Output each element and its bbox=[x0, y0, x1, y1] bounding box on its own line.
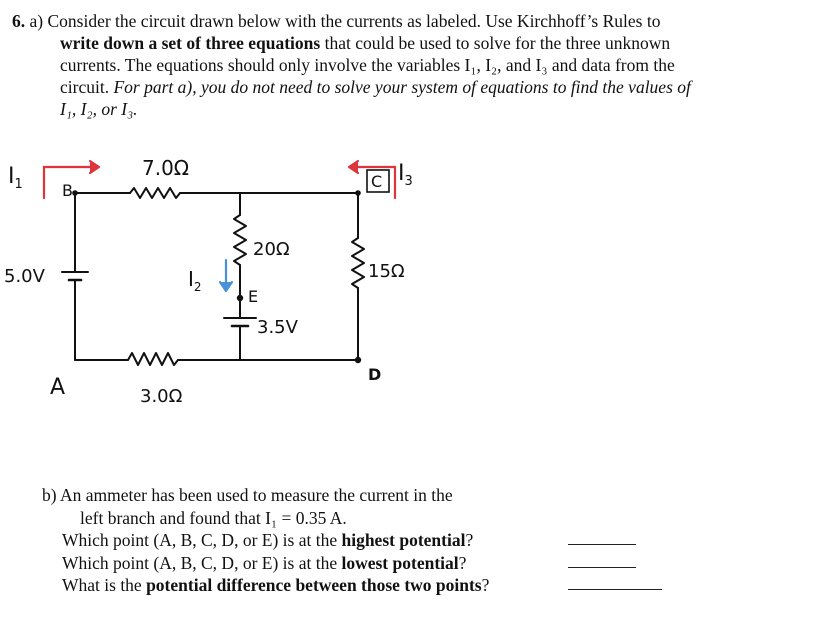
answer-blank-highest[interactable] bbox=[568, 529, 636, 545]
question-number: 6. bbox=[12, 11, 26, 31]
node-E bbox=[237, 295, 243, 301]
label-R-middle: 20Ω bbox=[253, 239, 290, 260]
part-b-label: b) bbox=[42, 485, 57, 505]
question-line-1 bbox=[12, 10, 802, 32]
node-B bbox=[72, 190, 78, 196]
part-b-question-highest bbox=[42, 529, 802, 552]
label-R-top: 7.0Ω bbox=[142, 156, 190, 180]
q2-suffix: ? bbox=[458, 552, 467, 573]
part-b-text bbox=[42, 484, 802, 597]
label-I2: $I_2$ bbox=[188, 267, 202, 294]
question-line-2-text: that could be used to solve for the three unknown bbox=[320, 33, 671, 53]
q1-bold: highest potential bbox=[341, 530, 466, 550]
question-line-5 bbox=[12, 98, 802, 120]
answer-blank-difference[interactable] bbox=[568, 574, 662, 590]
question-text bbox=[12, 10, 802, 120]
question-line-1-text: Consider the circuit drawn below with the currents as labeled. Use Kirchhoff’s Rules to bbox=[47, 11, 661, 31]
resistor-right-zigzag bbox=[352, 238, 364, 288]
current-I2-arrow bbox=[220, 260, 232, 291]
q2-bold: lowest potential bbox=[341, 552, 459, 573]
question-line-2 bbox=[12, 32, 802, 54]
label-A: A bbox=[50, 375, 66, 400]
label-R-right: 15Ω bbox=[368, 261, 405, 282]
question-line-3: currents. The equations should only involve the variables I₁, I₂, and I₃ and data from the bbox=[60, 55, 675, 75]
part-b-question-difference bbox=[42, 574, 802, 597]
q3-bold: potential difference between those two points bbox=[146, 575, 482, 595]
q3-suffix: ? bbox=[481, 575, 490, 595]
label-I3: $I_3$ bbox=[398, 161, 413, 189]
part-b-line-1 bbox=[42, 484, 802, 507]
q1-prefix: Which point (A, B, C, D, or E) is at the bbox=[62, 530, 342, 550]
node-D bbox=[355, 357, 361, 363]
question-line-4-italic: For part a), you do not need to solve your system of equations to find the values of bbox=[113, 77, 691, 97]
question-line-2-bold: write down a set of three equations bbox=[60, 33, 321, 53]
part-b-line-1-text: An ammeter has been used to measure the current in the bbox=[60, 485, 453, 505]
q3-prefix: What is the bbox=[62, 575, 147, 595]
resistor-bottom-zigzag bbox=[128, 353, 178, 365]
question-line-4-text: circuit. bbox=[60, 77, 114, 97]
q1-suffix: ? bbox=[465, 530, 474, 550]
question-line-5-italic: I₁, I₂, or I₃. bbox=[60, 99, 138, 119]
label-B: B bbox=[62, 181, 73, 200]
resistor-middle-zigzag bbox=[234, 215, 246, 265]
label-I1: $I_1$ bbox=[8, 164, 23, 192]
resistor-top-zigzag bbox=[130, 188, 180, 198]
part-b-question-lowest bbox=[42, 552, 802, 575]
answer-blank-lowest[interactable] bbox=[568, 552, 636, 568]
label-V-left: 5.0V bbox=[4, 266, 45, 287]
label-D: D bbox=[368, 365, 382, 384]
label-C: C bbox=[371, 172, 383, 191]
circuit-diagram bbox=[0, 140, 460, 420]
node-C bbox=[355, 190, 361, 196]
part-a-label: a) bbox=[29, 11, 44, 31]
q2-prefix: Which point (A, B, C, D, or E) is at the bbox=[62, 552, 342, 573]
question-line-4 bbox=[12, 76, 802, 98]
label-E: E bbox=[248, 287, 259, 306]
label-V-middle: 3.5V bbox=[257, 317, 298, 338]
part-b-line-2: left branch and found that I₁ = 0.35 A. bbox=[80, 507, 347, 528]
label-R-bottom: 3.0Ω bbox=[140, 386, 183, 407]
